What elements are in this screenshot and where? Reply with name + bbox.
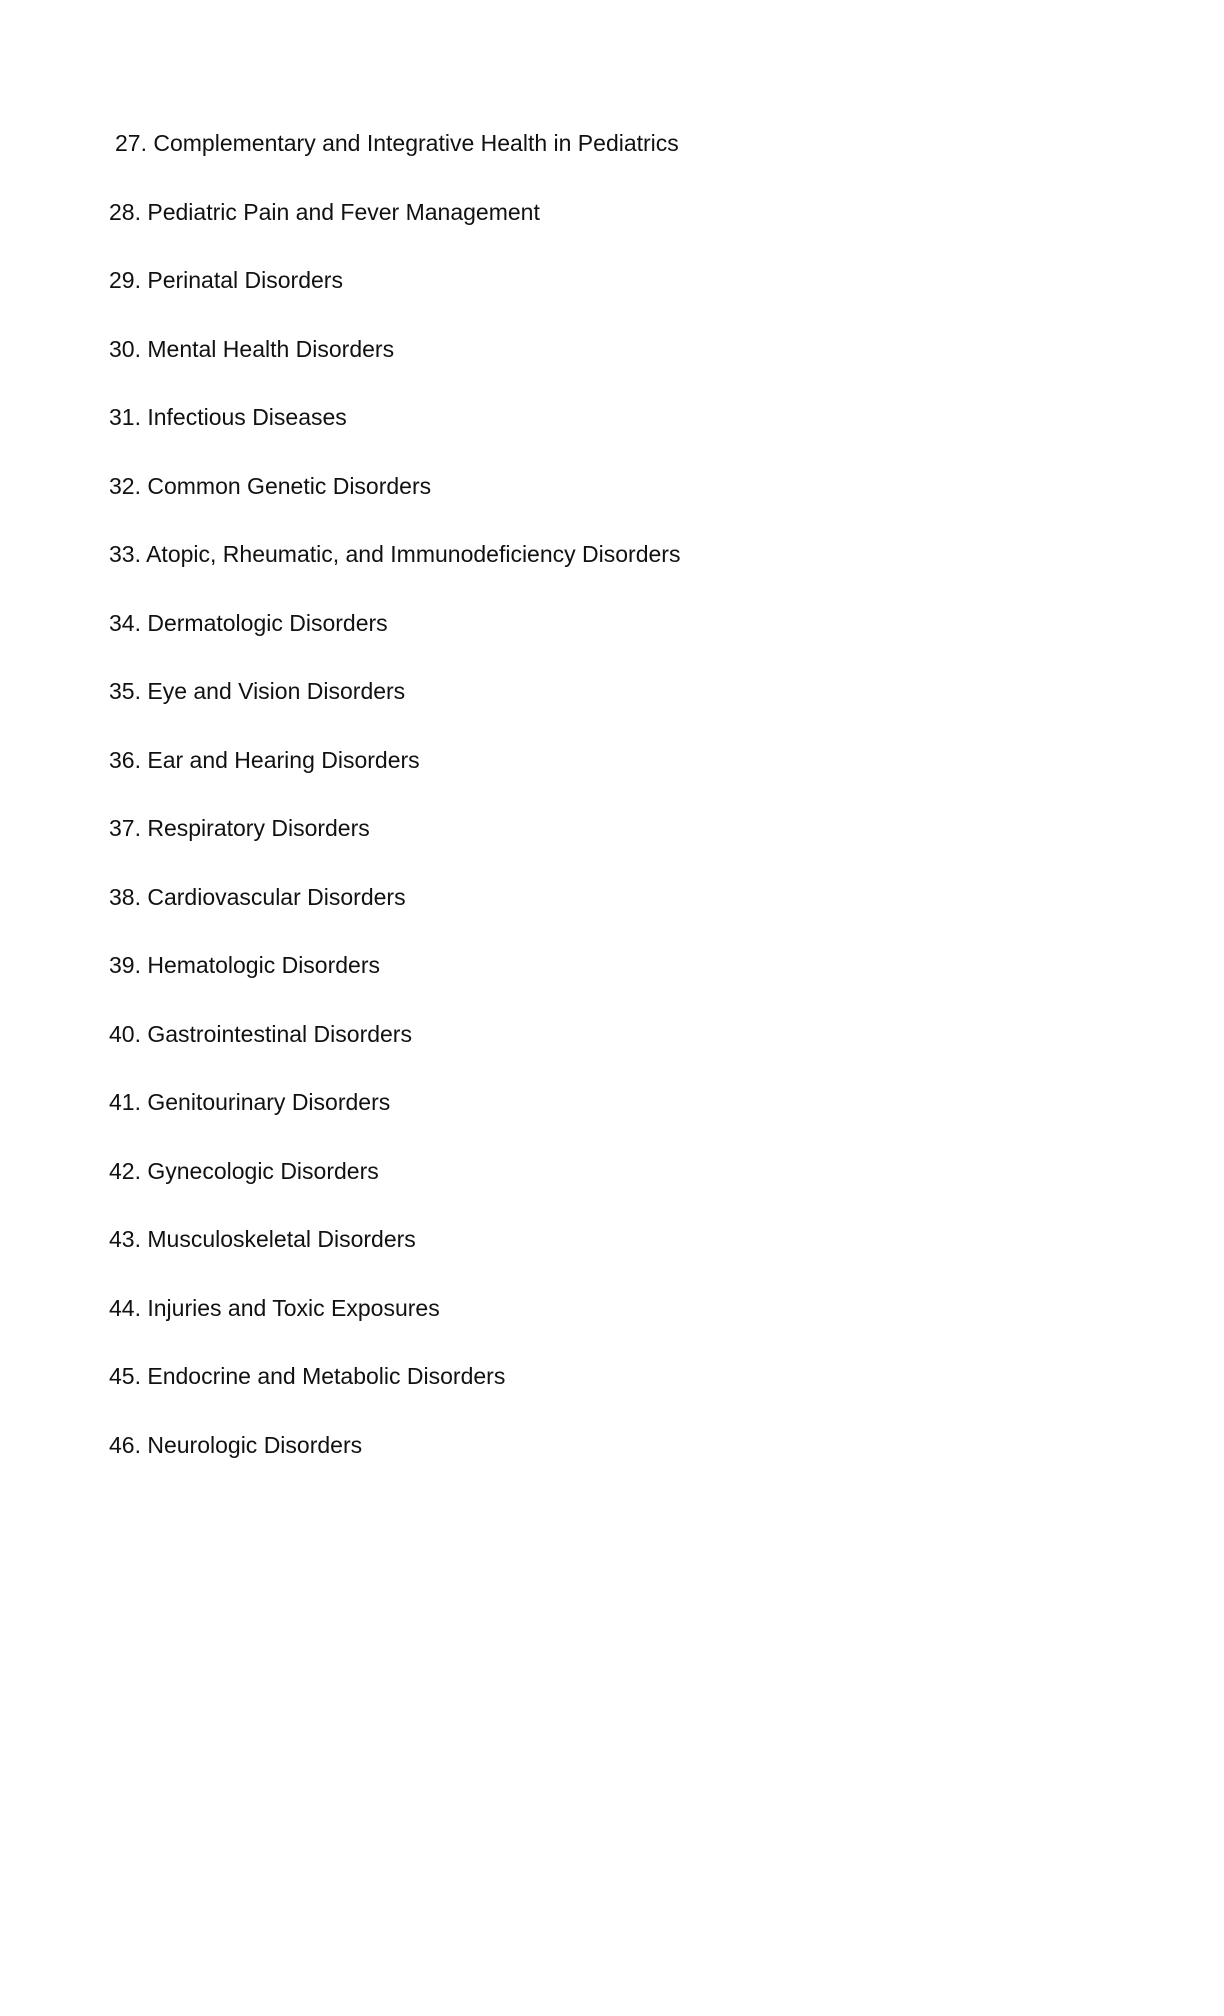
toc-item-45: 45. Endocrine and Metabolic Disorders <box>109 1363 506 1389</box>
toc-item-37: 37. Respiratory Disorders <box>109 815 370 841</box>
toc-item-36: 36. Ear and Hearing Disorders <box>109 746 420 773</box>
toc-item-33: 33. Atopic, Rheumatic, and Immunodeficiency Disorders <box>109 541 681 567</box>
toc-item-43: 43. Musculoskeletal Disorders <box>109 1226 416 1252</box>
toc-item-39: 39. Hematologic Disorders <box>109 952 381 978</box>
toc-item-38: 38. Cardiovascular Disorders <box>109 883 406 910</box>
toc-item-27: 27. Complementary and Integrative Health in Pediatrics <box>115 130 679 156</box>
toc-item-32: 32. Common Genetic Disorders <box>109 472 432 499</box>
toc-item-44: 44. Injuries and Toxic Exposures <box>109 1294 440 1321</box>
toc-item-40: 40. Gastrointestinal Disorders <box>109 1020 412 1047</box>
toc-item-29: 29. Perinatal Disorders <box>109 267 343 293</box>
toc-item-46: 46. Neurologic Disorders <box>109 1431 363 1458</box>
toc-item-41: 41. Genitourinary Disorders <box>109 1089 391 1115</box>
toc-item-42: 42. Gynecologic Disorders <box>109 1157 379 1184</box>
toc-item-28: 28. Pediatric Pain and Fever Management <box>109 198 540 225</box>
toc-item-34: 34. Dermatologic Disorders <box>109 609 388 636</box>
table-of-contents <box>109 126 1009 1496</box>
toc-item-30: 30. Mental Health Disorders <box>109 335 395 362</box>
toc-item-35: 35. Eye and Vision Disorders <box>109 678 406 704</box>
toc-item-31: 31. Infectious Diseases <box>109 404 347 430</box>
